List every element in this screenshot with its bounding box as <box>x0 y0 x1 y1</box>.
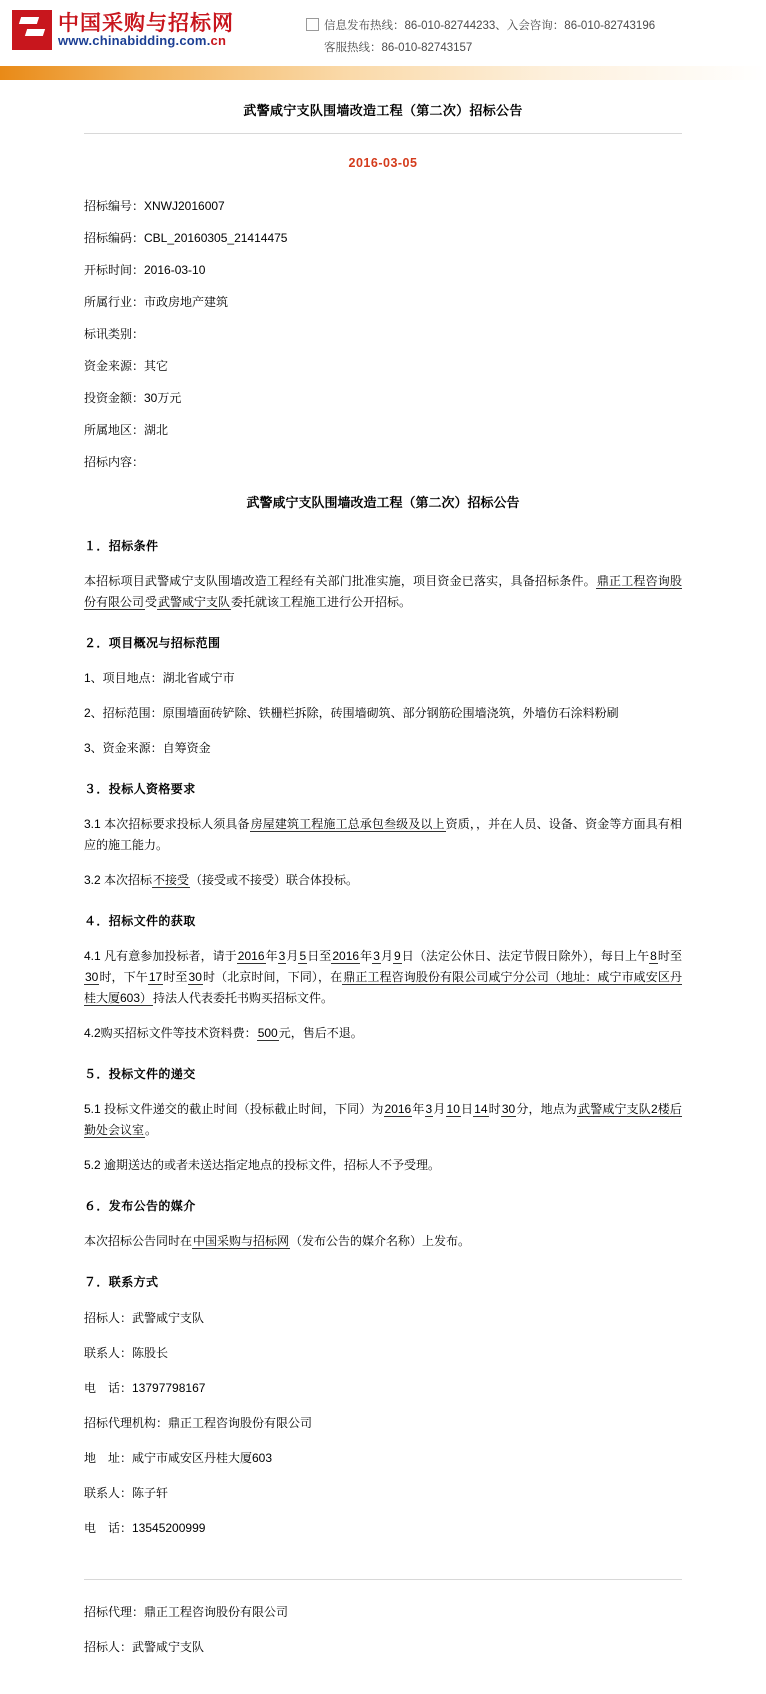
s3-text-a: 3.1 本次招标要求投标人须具备 <box>84 816 250 831</box>
meta-item: 所属行业：市政房地产建筑 <box>84 294 229 309</box>
s3-text-d: （接受或不接受）联合体投标。 <box>190 872 359 887</box>
meta-item: 投资金额：30万元 <box>84 390 182 405</box>
s4-text-d: 日至 <box>307 948 332 963</box>
section-5-heading: ５．投标文件的递交 <box>84 1066 196 1081</box>
s6-text-a: 本次招标公告同时在 <box>84 1233 193 1248</box>
meta-list <box>84 190 682 478</box>
s4-text-g: 日（法定公休日、法定节假日除外），每日上午 <box>401 948 650 963</box>
section-3-item-1 <box>84 807 682 863</box>
s1-agency-name: 鼎正工程咨询股份有限公司 <box>84 573 682 609</box>
s4-end-day: 9 <box>394 948 401 963</box>
section-2-heading: ２．项目概况与招标范围 <box>84 635 221 650</box>
section-3-item-2 <box>84 863 682 898</box>
site-header <box>0 0 766 66</box>
section-4-item-2 <box>84 1016 682 1051</box>
s4-am-from: 8 <box>650 948 657 963</box>
meta-item: 招标编号：XNWJ2016007 <box>84 198 225 213</box>
section-2-item-2: 2、招标范围：原围墙面砖铲除、铁栅栏拆除，砖围墙砌筑、部分钢筋砼围墙浇筑，外墙仿石涂料粉刷 <box>84 705 619 720</box>
s5-text-e: 时 <box>488 1101 501 1116</box>
section-6-heading: ６．发布公告的媒介 <box>84 1198 196 1213</box>
s5-deadline-month: 3 <box>425 1101 433 1116</box>
logo-mark-icon <box>12 10 52 50</box>
footer-block <box>84 1580 682 1664</box>
section-5-item-2: 5.2 逾期送达的或者未送达指定地点的投标文件，招标人不予受理。 <box>84 1157 441 1172</box>
contact-item: 电 话：13797798167 <box>84 1380 206 1395</box>
announcement-heading: 武警咸宁支队围墙改造工程（第二次）招标公告 <box>246 494 520 510</box>
logo-url <box>58 34 234 48</box>
hotline-block <box>280 10 655 60</box>
s5-text-a: 5.1 投标文件递交的截止时间（投标截止时间，下同）为 <box>84 1101 384 1116</box>
s4-doc-fee: 500 <box>257 1025 278 1040</box>
s4-pm-to: 30 <box>188 969 202 984</box>
s4-text-c: 月 <box>286 948 299 963</box>
s5-deadline-day: 10 <box>446 1101 460 1116</box>
section-6-item-1 <box>84 1224 682 1259</box>
s5-deadline-place: 武警咸宁支队2楼后勤处会议室 <box>84 1101 682 1137</box>
section-3-heading: ３．投标人资格要求 <box>84 781 196 796</box>
meta-item: 招标编码：CBL_20160305_21414475 <box>84 230 288 245</box>
s4-text-j: 时至 <box>163 969 188 984</box>
contact-item: 联系人：陈子轩 <box>84 1485 169 1500</box>
publish-date: 2016-03-05 <box>348 155 418 170</box>
s6-text-b: （发布公告的媒介名称）上发布。 <box>290 1233 471 1248</box>
s4-text-l: 持法人代表委托书购买招标文件。 <box>153 990 334 1005</box>
s3-qualification: 房屋建筑工程施工总承包叁级及以上 <box>250 816 445 831</box>
s4-text-k: 时（北京时间，下同），在 <box>202 969 343 984</box>
document-body <box>0 80 766 1694</box>
section-7-heading: ７．联系方式 <box>84 1274 159 1289</box>
contact-list <box>84 1300 682 1545</box>
s4-text-e: 年 <box>360 948 373 963</box>
section-2-item-3: 3、资金来源：自筹资金 <box>84 740 211 755</box>
header-gradient-divider <box>0 66 766 80</box>
s6-media-name: 中国采购与招标网 <box>193 1233 290 1248</box>
logo-text <box>58 12 234 48</box>
s4-text-m: 4.2购买招标文件等技术资料费： <box>84 1025 257 1040</box>
section-5-item-1 <box>84 1092 682 1148</box>
section-1-paragraph <box>84 564 682 620</box>
contact-item: 联系人：陈股长 <box>84 1345 169 1360</box>
s4-text-a: 4.1 凡有意参加投标者，请于 <box>84 948 237 963</box>
section-1-heading: １．招标条件 <box>84 538 159 553</box>
footer-agency: 招标代理：鼎正工程咨询股份有限公司 <box>84 1604 289 1619</box>
meta-item: 标讯类别： <box>84 326 145 341</box>
s4-start-month: 3 <box>278 948 286 963</box>
contact-item: 电 话：13545200999 <box>84 1520 206 1535</box>
s4-pm-from: 17 <box>148 969 163 984</box>
s4-text-h: 时至 <box>657 948 682 963</box>
logo-url-main: www.chinabidding.com. <box>58 33 211 49</box>
section-4-item-1 <box>84 939 682 1016</box>
footer-owner: 招标人：武警咸宁支队 <box>84 1639 205 1654</box>
section-2-item-1: 1、项目地点：湖北省咸宁市 <box>84 670 235 685</box>
s4-end-year: 2016 <box>332 948 360 963</box>
s5-text-f: 分，地点为 <box>516 1101 578 1116</box>
s4-start-year: 2016 <box>237 948 265 963</box>
s4-text-i: 时，下午 <box>99 969 148 984</box>
s1-owner-name: 武警咸宁支队 <box>158 594 231 609</box>
section-4-heading: ４．招标文件的获取 <box>84 913 196 928</box>
checkbox-icon <box>306 18 319 31</box>
page-title: 武警咸宁支队围墙改造工程（第二次）招标公告 <box>243 102 523 118</box>
s1-text-b: 受 <box>145 594 158 609</box>
meta-item: 招标内容： <box>84 454 145 469</box>
s3-text-b: 资质，，并在人员、设备、资金等方面具有相应的施工能力。 <box>84 816 682 852</box>
s4-end-month: 3 <box>373 948 380 963</box>
s4-text-b: 年 <box>265 948 278 963</box>
contact-item: 招标代理机构：鼎正工程咨询股份有限公司 <box>84 1415 313 1430</box>
s4-purchase-address: 鼎正工程咨询股份有限公司咸宁分公司（地址：咸宁市咸安区丹桂大厦603） <box>84 969 682 1005</box>
s5-text-g: 。 <box>145 1122 158 1137</box>
s4-am-to: 30 <box>85 969 99 984</box>
logo-url-cn: cn <box>210 33 227 49</box>
s5-deadline-year: 2016 <box>384 1101 412 1116</box>
meta-item: 资金来源：其它 <box>84 358 169 373</box>
s5-text-c: 月 <box>433 1101 446 1116</box>
s4-text-n: 元，售后不退。 <box>278 1025 363 1040</box>
site-logo[interactable] <box>0 10 280 50</box>
s3-text-c: 3.2 本次招标 <box>84 872 153 887</box>
hotline-publish: 信息发布热线：86-010-82744233、入会咨询：86-010-82743196 <box>324 20 656 32</box>
meta-item: 开标时间：2016-03-10 <box>84 262 206 277</box>
s5-text-d: 日 <box>460 1101 474 1116</box>
hotline-service: 客服热线：86-010-82743157 <box>324 41 473 54</box>
s5-deadline-hour: 14 <box>474 1101 488 1116</box>
s5-text-b: 年 <box>412 1101 425 1116</box>
s4-start-day: 5 <box>299 948 307 963</box>
s1-text-a: 本招标项目武警咸宁支队围墙改造工程经有关部门批准实施，项目资金已落实，具备招标条件。 <box>84 573 596 588</box>
contact-item: 地 址：咸宁市咸安区丹桂大厦603 <box>84 1450 273 1465</box>
s3-joint-bid-value: 不接受 <box>153 872 190 887</box>
contact-item: 招标人：武警咸宁支队 <box>84 1310 205 1325</box>
s5-deadline-minute: 30 <box>501 1101 516 1116</box>
s1-text-c: 委托就该工程施工进行公开招标。 <box>231 594 412 609</box>
logo-title: 中国采购与招标网 <box>58 11 234 36</box>
s4-text-f: 月 <box>380 948 394 963</box>
meta-item: 所属地区：湖北 <box>84 422 169 437</box>
